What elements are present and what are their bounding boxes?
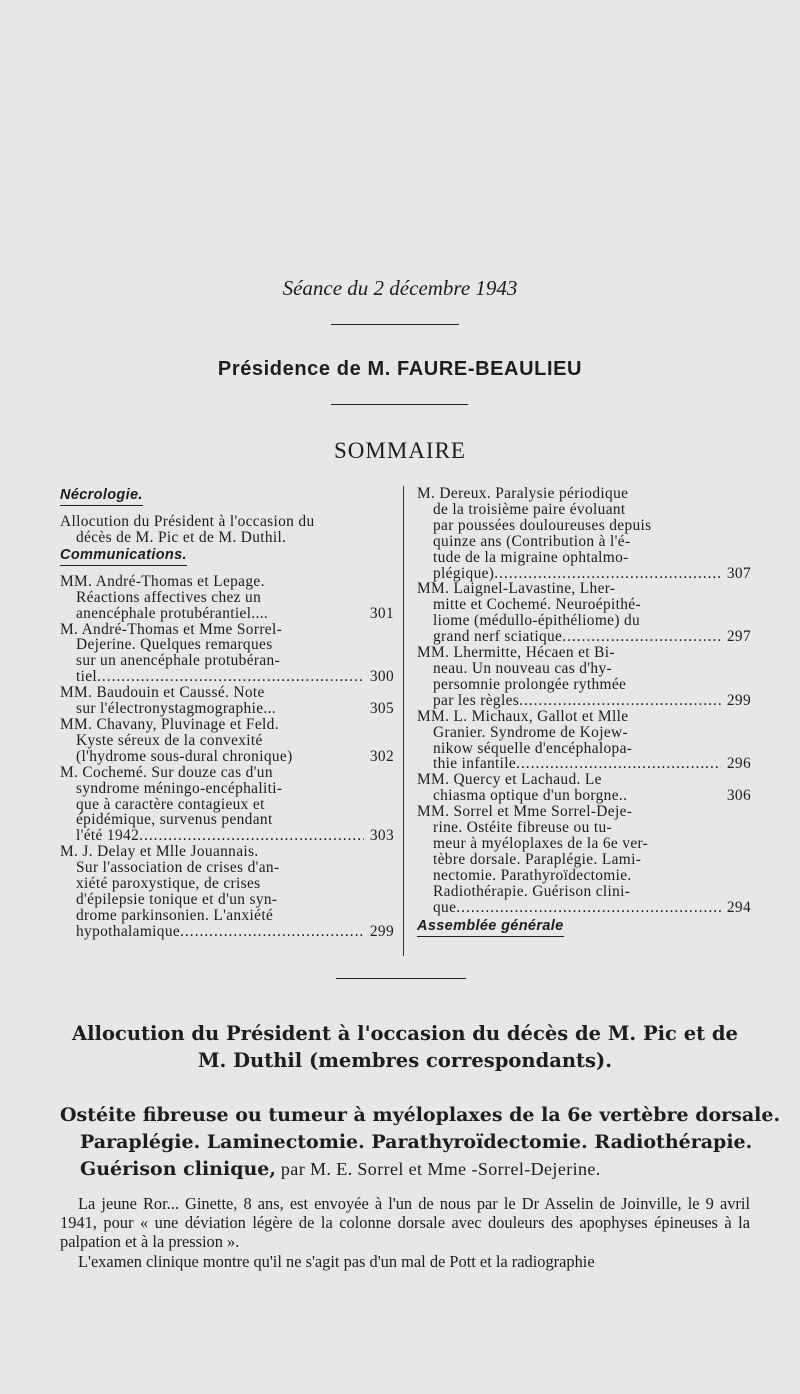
summary-entry-last-line (60, 924, 394, 940)
summary-entry-line: persomnie prolongée rythmée (433, 675, 627, 693)
seance-date: Séance du 2 décembre 1943 (282, 276, 518, 300)
summary-entry-line: tèbre dorsale. Paraplégie. Lami- (433, 850, 642, 868)
summary-entry-last-line (417, 629, 751, 645)
summary-entry-text: thie infantile (433, 755, 517, 773)
summary-entry-line: syndrome méningo-encéphaliti- (76, 779, 283, 797)
osteite-title-line1: Ostéite fibreuse ou tumeur à myéloplaxes de la 6e vertèbre dorsale. (60, 1104, 781, 1126)
summary-entry-line: quinze ans (Contribution à l'é- (433, 532, 631, 550)
article-authors: par M. E. Sorrel et Mme -Sorrel-Dejerine. (276, 1159, 601, 1179)
osteite-title-line3 (60, 1156, 760, 1183)
summary-entry-line: MM. Quercy et Lachaud. Le (417, 771, 602, 789)
summary-entry-line: nectomie. Parathyroïdectomie. (433, 866, 632, 884)
summary-entry (60, 717, 394, 765)
presidence-heading: Présidence de M. FAURE-BEAULIEU (217, 358, 583, 380)
summary-entry-line: MM. André-Thomas et Lepage. (60, 572, 265, 590)
summary-entry-line: M. J. Delay et Mlle Jouannais. (60, 843, 259, 861)
osteite-title (60, 1102, 781, 1183)
leader-dots (97, 669, 364, 685)
body-paragraph: L'examen clinique montre qu'il ne s'agit pas d'un mal de Pott et la radiographie (78, 1251, 595, 1271)
leader-dots (494, 566, 721, 582)
summary-entry-line: Radiothérapie. Guérison clini- (433, 882, 631, 900)
summary-entry-line: nikow séquelle d'encéphalopa- (433, 739, 633, 757)
summary-entry-last-line (60, 749, 394, 765)
summary-entry (60, 844, 394, 939)
leader-dots (139, 828, 364, 844)
summary-entry (417, 772, 751, 804)
summary-entry-last-line (60, 606, 394, 622)
summary-entry-line: MM. Chavany, Pluvinage et Feld. (60, 715, 279, 733)
summary-entry (417, 581, 751, 645)
summary-entry-line: xiété paroxystique, de crises (76, 875, 261, 893)
communications-heading: Communications. (60, 546, 187, 566)
summary-entry-line: liome (médullo-épithéliome) du (433, 612, 641, 630)
summary-entry-line: M. Cochemé. Sur douze cas d'un (60, 763, 273, 781)
summary-entry-line: MM. Sorrel et Mme Sorrel-Deje- (417, 803, 633, 821)
summary-entry-last-line (417, 756, 751, 772)
page-number: 303 (369, 827, 394, 845)
summary-entry-line: tude de la migraine ophtalmo- (433, 548, 629, 566)
summary-entry-last-line (417, 788, 751, 804)
page-number: 297 (726, 628, 751, 646)
summary-entry-line: épidémique, survenus pendant (76, 811, 273, 829)
page-number: 300 (369, 668, 394, 686)
summary-entry (417, 709, 751, 773)
leader-dots (516, 756, 721, 772)
page-number: 301 (369, 604, 394, 622)
summary-entry-line: meur à myéloplaxes de la 6e ver- (433, 834, 649, 852)
summary-entry-last-line (60, 669, 394, 685)
summary-entry-line: Dejerine. Quelques remarques (76, 636, 273, 654)
allocution-entry (60, 514, 394, 546)
rule-top (331, 324, 459, 325)
summary-entry-line: mitte et Cochemé. Neuroépithé- (433, 596, 641, 614)
summary-entry (417, 645, 751, 709)
rule-bottom (336, 978, 466, 979)
summary-entry-line: d'épilepsie tonique et d'un syn- (76, 890, 278, 908)
summary-entry-text: tiel (76, 668, 98, 686)
summary-entry-line: MM. Lhermitte, Hécaen et Bi- (417, 644, 615, 662)
summary-entry-line: MM. Laignel-Lavastine, Lher- (417, 580, 616, 598)
summary-entry-line: drome parkinsonien. L'anxiété (76, 906, 274, 924)
right-entries-list (417, 486, 751, 915)
summary-entry-text: que (433, 898, 457, 916)
page-number: 294 (726, 898, 751, 916)
allocution-title (60, 1020, 750, 1074)
summary-entry-text: plégique) (433, 564, 495, 582)
summary-entry-line: Réactions affectives chez un (76, 588, 262, 606)
summary-entry-line: M. André-Thomas et Mme Sorrel- (60, 620, 283, 638)
summary-entry-line: que à caractère contagieux et (76, 795, 265, 813)
summary-entry-line: MM. Baudouin et Caussé. Note (60, 684, 265, 702)
necrologie-heading: Nécrologie. (60, 486, 143, 506)
summary-entry (60, 574, 394, 622)
allocution-entry-line: Allocution du Président à l'occasion du (60, 513, 315, 530)
summary-entry-text: par les règles (433, 691, 520, 709)
summary-entry-text: grand nerf sciatique (433, 628, 563, 646)
allocution-title-line2: M. Duthil (membres correspondants). (197, 1049, 613, 1072)
summary-entry (417, 804, 751, 915)
summary-entry-text: anencéphale protubérantiel.... (76, 604, 269, 622)
summary-entry-last-line (417, 693, 751, 709)
summary-entry-last-line (60, 701, 394, 717)
summary-entry-text: l'été 1942 (76, 827, 140, 845)
leader-dots (562, 629, 721, 645)
summary-entry-line: neau. Un nouveau cas d'hy- (433, 659, 612, 677)
allocution-title-line1: Allocution du Président à l'occasion du décès de M. Pic et de (72, 1022, 738, 1045)
left-entries-list (60, 574, 394, 940)
osteite-title-end: Guérison clinique, (80, 1158, 276, 1180)
assemblee-heading: Assemblée générale (417, 917, 564, 937)
body-paragraph: La jeune Ror... Ginette, 8 ans, est envoyée à l'un de nous par le Dr Asselin de Joinville, le 9 avril 1941, pour « une déviation légère de la colonne dorsale avec douleurs des apophyses épineuses à la palpation et à la pression ». (60, 1194, 750, 1252)
page-number: 306 (726, 787, 751, 805)
summary-entry (60, 685, 394, 717)
summary-entry-line: MM. L. Michaux, Gallot et Mlle (417, 707, 629, 725)
leader-dots (519, 693, 721, 709)
summary-entry-line: Kyste séreux de la convexité (76, 731, 263, 749)
osteite-title-line2: Paraplégie. Laminectomie. Parathyroïdectomie. Radiothérapie. (80, 1131, 753, 1153)
summary-entry-last-line (417, 566, 751, 582)
summary-entry-text: hypothalamique (76, 922, 181, 940)
summary-right-column (417, 486, 751, 945)
summary-entry-line: Sur l'association de crises d'an- (76, 859, 280, 877)
summary-entry-line: M. Dereux. Paralysie périodique (417, 485, 629, 502)
summary-entry-text: sur l'électronystagmographie... (76, 700, 276, 718)
summary-entry-text: (l'hydrome sous-dural chronique) (76, 747, 293, 765)
page-number: 299 (726, 691, 751, 709)
summary-entry-line: sur un anencéphale protubéran- (76, 652, 281, 670)
page-number: 299 (369, 922, 394, 940)
summary-entry-last-line (60, 828, 394, 844)
summary-left-column (60, 486, 394, 940)
summary-entry (60, 765, 394, 845)
leader-dots (180, 924, 364, 940)
summary-entry (417, 486, 751, 581)
page-number: 302 (369, 747, 394, 765)
article-body (60, 1194, 750, 1271)
allocution-entry-line: décès de M. Pic et de M. Duthil. (76, 528, 287, 546)
summary-entry-line: par poussées douloureuses depuis (433, 516, 652, 534)
rule-middle (331, 404, 468, 405)
summary-entry-last-line (417, 900, 751, 916)
summary-entry-line: de la troisième paire évoluant (433, 500, 626, 518)
leader-dots (456, 900, 721, 916)
page-number: 296 (726, 755, 751, 773)
column-divider (403, 486, 404, 956)
summary-entry-text: chiasma optique d'un borgne.. (433, 787, 628, 805)
page-number: 305 (369, 700, 394, 718)
page-number: 307 (726, 564, 751, 582)
summary-entry-line: Granier. Syndrome de Kojew- (433, 723, 628, 741)
sommaire-heading: SOMMAIRE (334, 438, 466, 463)
summary-entry-line: rine. Ostéite fibreuse ou tu- (433, 819, 612, 837)
summary-entry (60, 622, 394, 686)
